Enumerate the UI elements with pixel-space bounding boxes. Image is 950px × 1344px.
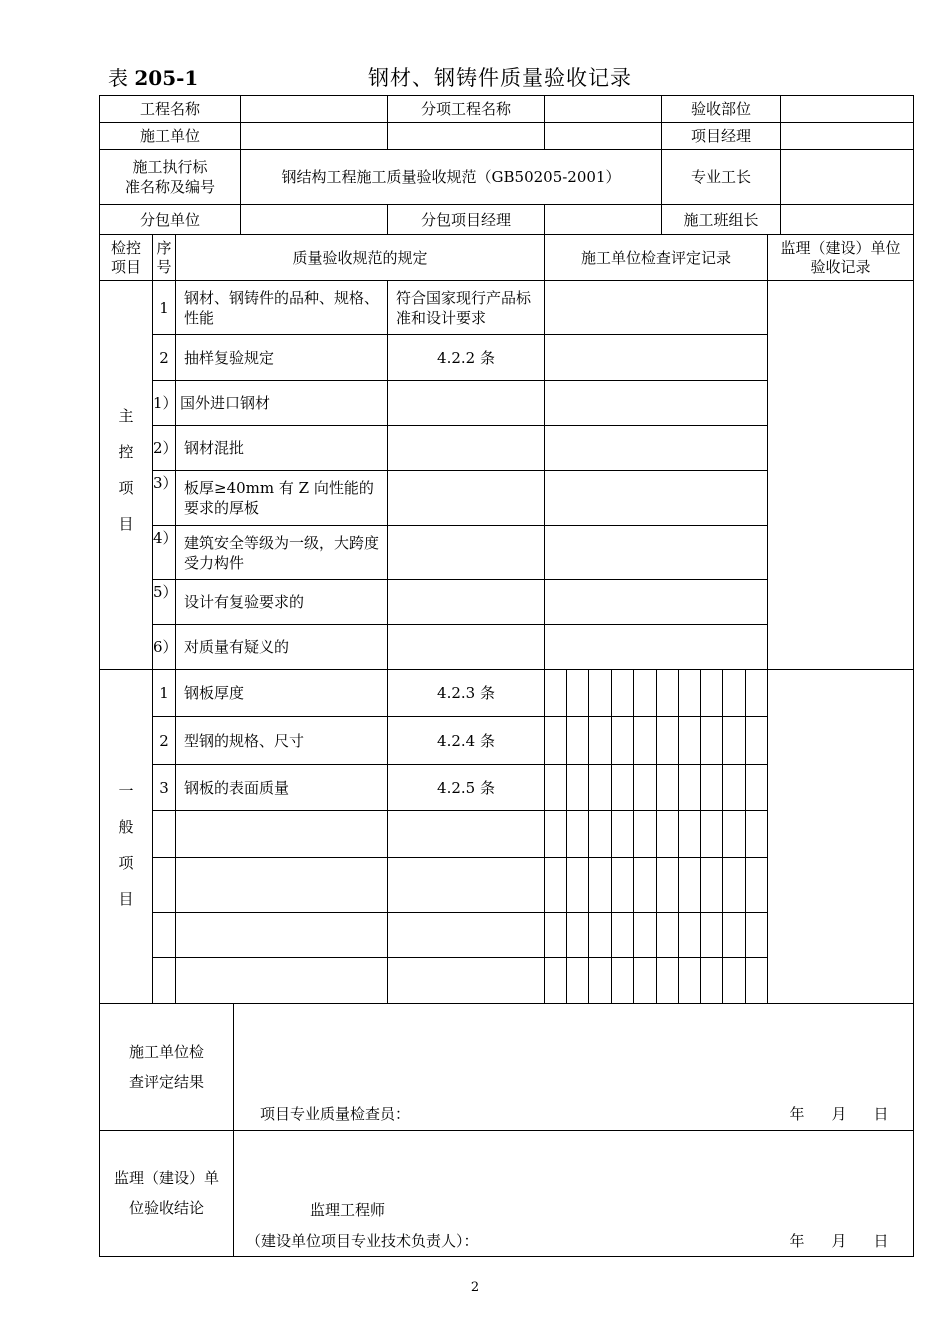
construction-unit-field[interactable] xyxy=(241,123,661,149)
sub-project-name-field[interactable] xyxy=(545,96,661,122)
result-label-line2: 查评定结果 xyxy=(128,1073,204,1091)
col-no-line2: 号 xyxy=(156,257,172,276)
conclusion-label-line2: 位验收结论 xyxy=(128,1199,204,1217)
col-supervisor-line1: 监理（建设）单位 xyxy=(780,238,901,257)
col-no-line1: 序 xyxy=(156,238,172,257)
standard-label-line2: 准名称及编号 xyxy=(124,178,215,196)
general-cat-char: 一 xyxy=(118,782,134,800)
construction-unit-label: 施工单位 xyxy=(139,127,200,145)
col-supervisor-line2: 验收记录 xyxy=(810,257,871,276)
general-row-desc: 钢板厚度 xyxy=(184,684,245,702)
col-item-line2: 项目 xyxy=(110,257,141,276)
project-manager-field[interactable] xyxy=(781,123,913,149)
conclusion-label-line1: 监理（建设）单 xyxy=(113,1169,219,1187)
main-cat-char: 控 xyxy=(118,443,134,461)
result-label-line1: 施工单位检 xyxy=(128,1043,204,1061)
foreman-field[interactable] xyxy=(781,150,913,204)
main-row-desc: 钢材混批 xyxy=(184,439,245,457)
main-row-no: 2 xyxy=(159,348,169,367)
general-row-spec: 4.2.4 条 xyxy=(437,731,495,750)
general-row-no: 3 xyxy=(159,778,169,797)
owner-rep-label: （建设单位项目专业技术负责人）： xyxy=(246,1232,479,1250)
conclusion-year: 年 xyxy=(789,1232,805,1250)
conclusion-label xyxy=(100,1131,233,1256)
acceptance-part-label: 验收部位 xyxy=(690,100,751,118)
table-code: 表 205-1 xyxy=(108,66,199,90)
supervisor-main-record-field[interactable] xyxy=(768,281,913,669)
conclusion-month: 月 xyxy=(831,1232,847,1250)
inspector-label: 项目专业质量检查员： xyxy=(260,1105,411,1123)
general-items-category xyxy=(100,760,152,930)
main-row-no: 6） xyxy=(153,638,178,656)
team-leader-field[interactable] xyxy=(781,205,913,234)
supervisor-general-record-field[interactable] xyxy=(768,670,913,1003)
sub-project-name-label: 分项工程名称 xyxy=(420,100,511,118)
main-row-desc: 抽样复验规定 xyxy=(184,348,275,367)
main-cat-char: 项 xyxy=(118,479,134,497)
subcontractor-label: 分包单位 xyxy=(139,210,200,229)
general-row-spec: 4.2.3 条 xyxy=(437,684,495,702)
main-row-no: 1 xyxy=(159,298,169,317)
sub-project-manager-label: 分包项目经理 xyxy=(420,210,511,229)
general-row-spec: 4.2.5 条 xyxy=(437,778,495,797)
conclusion-day: 日 xyxy=(873,1232,889,1250)
main-row-no: 1） xyxy=(153,394,178,412)
general-cat-char: 项 xyxy=(118,854,134,872)
page-number: 2 xyxy=(470,1280,480,1295)
main-row-no: 4） xyxy=(153,529,178,547)
result-day: 日 xyxy=(873,1105,889,1123)
sub-project-manager-field[interactable] xyxy=(545,205,661,234)
main-items-category xyxy=(100,385,152,555)
acceptance-part-field[interactable] xyxy=(781,96,913,122)
general-row-desc: 钢板的表面质量 xyxy=(184,778,290,797)
col-item-header xyxy=(100,235,152,280)
main-row-no: 3） xyxy=(153,474,178,492)
standard-value: 钢结构工程施工质量验收规范（GB50205-2001） xyxy=(281,168,621,186)
main-cat-char: 主 xyxy=(118,407,134,425)
main-row-desc: 钢材、钢铸件的品种、规格、性能 xyxy=(184,288,380,327)
subcontractor-field[interactable] xyxy=(241,205,387,234)
result-year: 年 xyxy=(789,1105,805,1123)
main-row-desc: 国外进口钢材 xyxy=(180,394,271,412)
main-row-desc: 设计有复验要求的 xyxy=(184,593,305,611)
result-month: 月 xyxy=(831,1105,847,1123)
main-row-spec: 4.2.2 条 xyxy=(437,348,495,367)
main-row-spec: 符合国家现行产品标准和设计要求 xyxy=(396,288,532,327)
result-label xyxy=(100,1004,233,1130)
supervising-engineer-label: 监理工程师 xyxy=(310,1201,386,1219)
project-name-field[interactable] xyxy=(241,96,387,122)
project-manager-label: 项目经理 xyxy=(690,127,751,145)
general-cat-char: 般 xyxy=(118,818,134,836)
standard-label-line1: 施工执行标 xyxy=(132,158,208,176)
standard-label xyxy=(100,150,240,204)
team-leader-label: 施工班组长 xyxy=(683,210,759,229)
main-row-desc: 板厚≥40mm 有 Z 向性能的要求的厚板 xyxy=(184,479,374,517)
main-cat-char: 目 xyxy=(118,515,134,533)
main-row-no: 5） xyxy=(153,583,178,601)
main-row-no: 2） xyxy=(153,439,178,457)
col-spec-header: 质量验收规范的规定 xyxy=(292,248,428,267)
general-cat-char: 目 xyxy=(118,890,134,908)
main-row-desc: 建筑安全等级为一级，大跨度受力构件 xyxy=(184,533,380,572)
general-row-no: 1 xyxy=(159,684,169,702)
general-row-desc: 型钢的规格、尺寸 xyxy=(184,731,305,750)
project-name-label: 工程名称 xyxy=(139,100,200,118)
general-row-no: 2 xyxy=(159,731,169,750)
main-row-desc: 对质量有疑义的 xyxy=(184,638,290,656)
page-title: 钢材、钢铸件质量验收记录 xyxy=(368,66,632,90)
col-supervisor-header xyxy=(768,235,913,280)
col-item-line1: 检控 xyxy=(110,238,141,257)
foreman-label: 专业工长 xyxy=(690,168,751,186)
col-no-header xyxy=(153,235,175,280)
col-check-header: 施工单位检查评定记录 xyxy=(580,248,731,267)
